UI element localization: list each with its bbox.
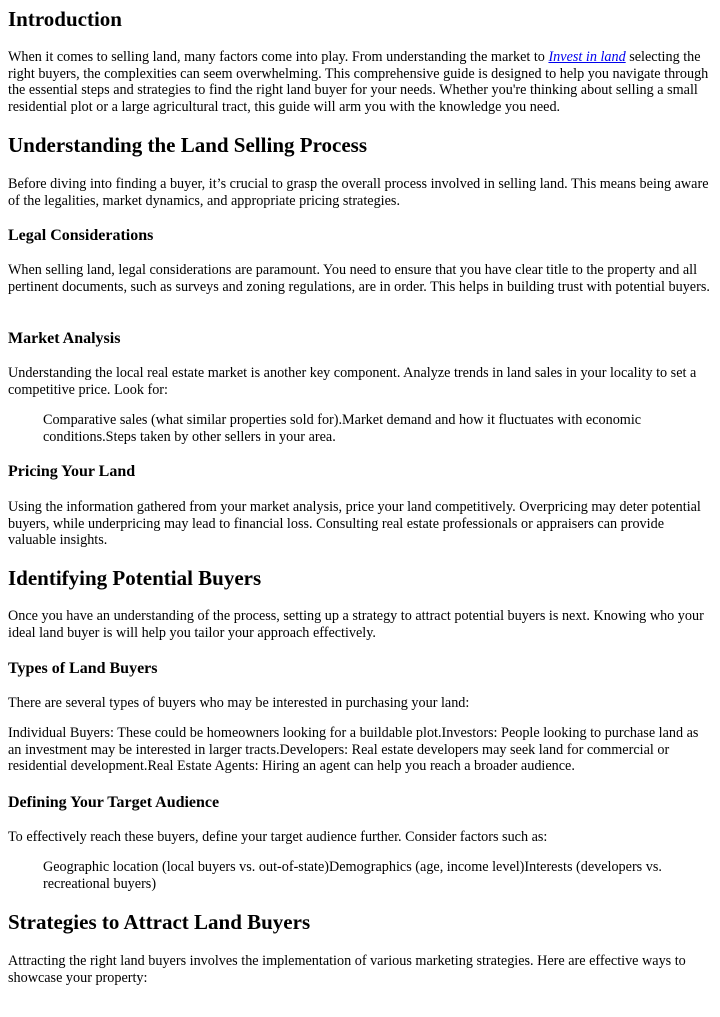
market-paragraph: Understanding the local real estate market is another key component. Analyze trends in land sales in your locality to set a competitive price. Look for:: [8, 365, 697, 398]
audience-paragraph: To effectively reach these buyers, define your target audience further. Consider factors such as:: [8, 829, 548, 845]
heading-land-selling-process: Understanding the Land Selling Process: [8, 133, 367, 157]
intro-text-start: When it comes to selling land, many factors come into play. From understanding the market to: [8, 49, 549, 65]
strategies-paragraph: Attracting the right land buyers involves the implementation of various marketing strategies. Here are effective ways to showcase your property:: [8, 953, 686, 986]
heading-identifying-buyers: Identifying Potential Buyers: [8, 566, 262, 590]
invest-in-land-link[interactable]: Invest in land: [548, 49, 626, 65]
heading-market-analysis: Market Analysis: [8, 330, 121, 347]
heading-legal-considerations: Legal Considerations: [8, 227, 154, 244]
process-paragraph: Before diving into finding a buyer, it’s crucial to grasp the overall process involved in selling land. This means being aware of the legalities, market dynamics, and appropriate pricing strategies.: [8, 176, 709, 209]
heading-pricing-your-land: Pricing Your Land: [8, 463, 136, 480]
heading-strategies: Strategies to Attract Land Buyers: [8, 910, 311, 934]
heading-types-of-land-buyers: Types of Land Buyers: [8, 660, 158, 677]
intro-paragraph: [8, 49, 712, 115]
heading-target-audience: Defining Your Target Audience: [8, 794, 220, 811]
heading-introduction: Introduction: [8, 7, 122, 31]
types-list: Individual Buyers: These could be homeowners looking for a buildable plot.Investors: People looking to purchase land as an investment may be interested in larger tracts.Developers: Real estate developers may seek land for commercial or residential development.Real Estate Agents: Hiring an agent can help you reach a broader audience.: [8, 725, 699, 775]
audience-list: Geographic location (local buyers vs. out-of-state)Demographics (age, income level)Interests (developers vs. recreational buyers): [43, 859, 662, 892]
pricing-paragraph: Using the information gathered from your market analysis, price your land competitively. Overpricing may deter potential buyers, while underpricing may lead to financial loss. Consulting real estate professionals or appraisers can provide valuable insights.: [8, 499, 701, 549]
types-paragraph: There are several types of buyers who may be interested in purchasing your land:: [8, 695, 470, 711]
buyers-paragraph: Once you have an understanding of the process, setting up a strategy to attract potential buyers is next. Knowing who your ideal land buyer is will help you tailor your approach effectively.: [8, 608, 704, 641]
legal-paragraph: When selling land, legal considerations are paramount. You need to ensure that you have clear title to the property and all pertinent documents, such as surveys and zoning regulations, are in order. This helps in building trust with potential buyers.: [8, 262, 710, 295]
market-list: Comparative sales (what similar properties sold for).Market demand and how it fluctuates with economic conditions.Steps taken by other sellers in your area.: [43, 412, 642, 445]
intro-text-end: selecting the right buyers, the complexities can seem overwhelming. This comprehensive guide is designed to help you navigate through the essential steps and strategies to find the right land buyer for your needs. Whether you're thinking about selling a small residential plot or a large agricultural tract, this guide will arm you with the knowledge you need.: [8, 49, 709, 115]
